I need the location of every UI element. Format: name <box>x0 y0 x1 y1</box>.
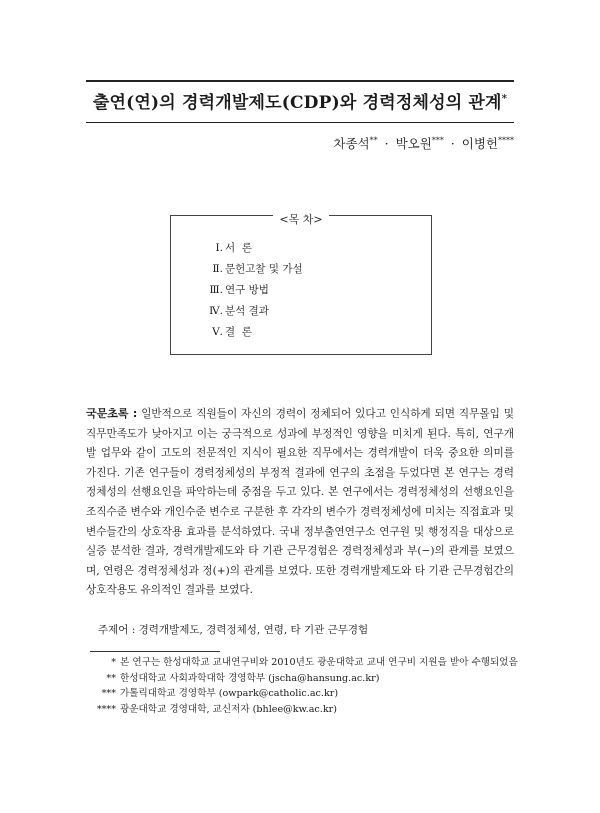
toc-item <box>203 322 303 343</box>
author-list <box>333 134 514 152</box>
author-name: 차종석 <box>333 136 370 151</box>
toc-item <box>203 238 303 259</box>
toc-item-number: Ⅱ. <box>212 263 223 275</box>
footnote-text: 한성대학교 사회과학대학 경영학부 (jscha@hansung.ac.kr) <box>120 672 380 684</box>
title-footnote-mark: * <box>501 93 508 105</box>
paper-title <box>86 88 514 113</box>
paper-title-text: 출연(연)의 경력개발제도(CDP)와 경력정체성의 관계 <box>92 93 502 113</box>
toc-item <box>203 301 303 322</box>
footnotes <box>82 655 518 717</box>
footnote <box>82 671 518 687</box>
toc-item-number: Ⅴ. <box>212 326 223 338</box>
toc-item-label: 분석 결과 <box>225 305 269 317</box>
toc-item-label: 서 론 <box>225 242 252 254</box>
abstract-text: 일반적으로 직원들이 자신의 경력이 정체되어 있다고 인식하게 되면 직무몰입 및 직무만족도가 낮아지고 이는 궁극적으로 성과에 부정적인 영향을 미치게 된다. 특히, 연구개발 업무와 같이 고도의 전문적인 지식이 필요한 직무에서는 경력개발이 더욱 중요한 의미를 가진다. 기존 연구들이 경력정체성의 부정적 결과에 연구의 초점을 두었다면 본 연구는 경력정체성의 선행요인을 파악하는데 중점을 두고 있다. 본 연구에서는 경력정체성의 선행요인을 조직수준 변수와 개인수준 변수로 구분한 후 각각의 변수가 경력정체성에 미치는 직접효과 및 변수들간의 상호작용 효과를 분석하였다. 국내 정부출연연구소 연구원 및 행정직을 대상으로 실증 분석한 결과, 경력개발제도와 타 기관 근무경험은 경력정체성과 부(−)의 관계를 보였으며, 연령은 경력정체성과 정(+)의 관계를 보였다. 또한 경력개발제도와 타 기관 근무경험간의 상호작용도 유의적인 결과를 보였다. <box>86 408 515 597</box>
toc-item-number: Ⅲ. <box>209 284 223 296</box>
title-top-rule <box>86 80 514 82</box>
author-separator: · <box>450 136 455 151</box>
toc-item-number: Ⅳ. <box>209 305 223 317</box>
table-of-contents <box>170 215 432 355</box>
abstract-label: 국문초록 : <box>86 407 138 420</box>
author-mark: **** <box>498 135 514 145</box>
author-mark: ** <box>369 135 378 145</box>
toc-list <box>203 238 303 343</box>
footnote-mark: **** <box>96 703 116 715</box>
footnote <box>82 686 518 702</box>
footnote-text: 가톨릭대학교 경영학부 (owpark@catholic.ac.kr) <box>120 688 339 700</box>
toc-item-label: 문헌고찰 및 가설 <box>225 263 303 275</box>
footnote-mark: ** <box>106 672 116 684</box>
toc-item <box>203 259 303 280</box>
author-mark: *** <box>431 135 444 145</box>
author-separator: · <box>384 136 389 151</box>
footnote-mark: * <box>111 657 116 668</box>
korean-abstract <box>86 404 514 601</box>
toc-title-text: <목 차> <box>273 213 328 226</box>
footnote <box>82 702 518 718</box>
toc-item <box>203 280 303 301</box>
author-name: 이병헌 <box>461 136 498 151</box>
footnote-text: 광운대학교 경영대학, 교신저자 (bhlee@kw.ac.kr) <box>120 703 337 715</box>
keywords: 주제어 : 경력개발제도, 경력정체성, 연령, 타 기관 근무경험 <box>98 624 369 636</box>
footnote-rule <box>90 651 220 652</box>
title-bottom-rule <box>86 122 514 123</box>
author-name: 박오원 <box>395 136 432 151</box>
footnote-text: 본 연구는 한성대학교 교내연구비와 2010년도 광운대학교 교내 연구비 지원을 받아 수행되었음 <box>120 657 518 668</box>
toc-title <box>171 208 431 227</box>
toc-item-label: 연구 방법 <box>225 284 269 296</box>
footnote-mark: *** <box>101 688 116 700</box>
toc-item-number: Ⅰ. <box>215 242 223 254</box>
footnote <box>82 655 518 671</box>
toc-item-label: 결 론 <box>225 326 252 338</box>
